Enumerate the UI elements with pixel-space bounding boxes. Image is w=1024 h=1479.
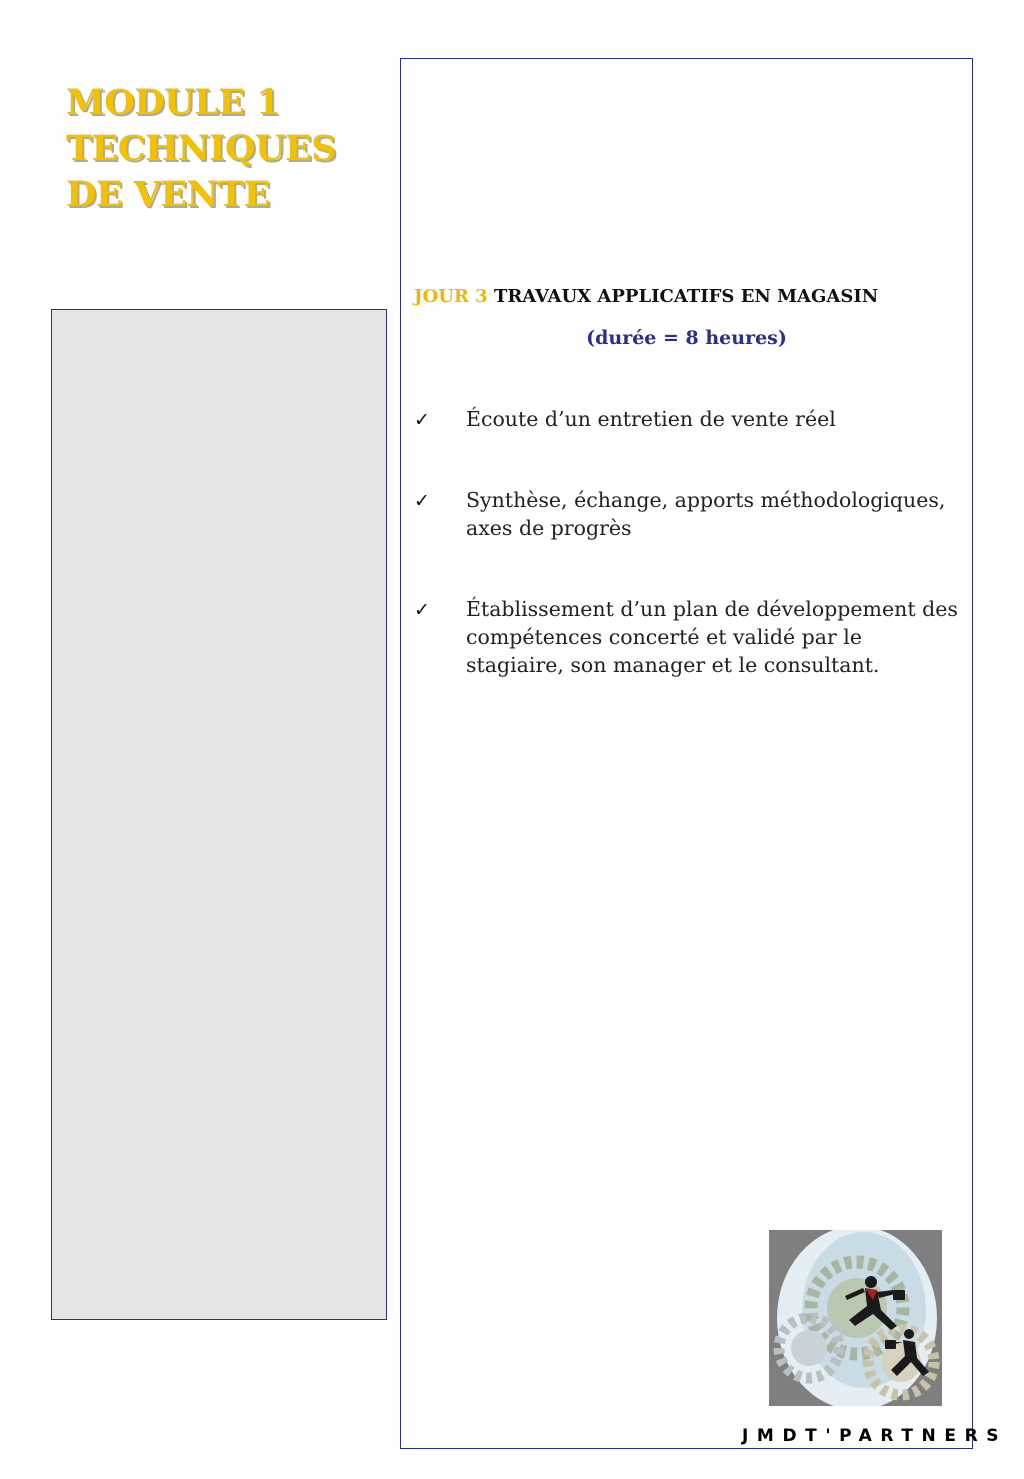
- checkmark-icon: ✓: [414, 409, 430, 431]
- sidebar-panel: [51, 309, 387, 1320]
- duration-text: (durée = 8 heures): [586, 327, 787, 349]
- day-label: JOUR 3: [414, 286, 488, 307]
- list-item-text: Écoute d’un entretien de vente réel: [466, 407, 836, 431]
- day-title: TRAVAUX APPLICATIFS EN MAGASIN: [493, 286, 879, 307]
- checkmark-icon: ✓: [414, 490, 430, 512]
- list-item: [414, 595, 959, 679]
- brand-name: JMDT'PARTNERS: [742, 1426, 1008, 1446]
- module-title-line-3: DE VENTE: [66, 174, 270, 215]
- module-title-line-1: MODULE 1: [66, 82, 280, 123]
- list-item-text: Établissement d’un plan de développement des compétences concerté et validé par le stagiaire, son manager et le consultant.: [466, 597, 958, 677]
- checkmark-icon: ✓: [414, 599, 430, 621]
- day-heading: [414, 286, 878, 307]
- business-gears-illustration: [769, 1230, 942, 1406]
- gears-runners-image: [769, 1230, 942, 1406]
- list-item: [414, 486, 959, 542]
- module-title: [66, 80, 336, 218]
- activity-list: [414, 405, 959, 679]
- list-item-text: Synthèse, échange, apports méthodologiques, axes de progrès: [466, 488, 946, 540]
- list-item: [414, 405, 959, 433]
- module-title-line-2: TECHNIQUES: [66, 128, 336, 169]
